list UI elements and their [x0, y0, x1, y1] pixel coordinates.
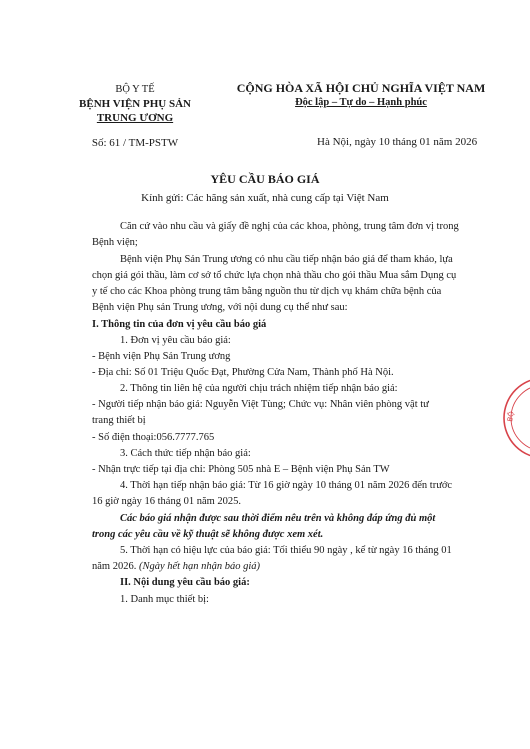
- intro-p2-line4: Bệnh viện Phụ sản Trung ương, với nội dung cụ thể như sau:: [92, 302, 348, 313]
- hospital-name-line1: BỆNH VIỆN PHỤ SẢN: [79, 98, 191, 110]
- document-title: YÊU CẦU BÁO GIÁ: [210, 172, 320, 186]
- section2-heading: II. Nội dung yêu cầu báo giá:: [120, 577, 250, 588]
- section1-line6: trang thiết bị: [92, 415, 146, 426]
- section1-notice-line1: Các báo giá nhận được sau thời điểm nêu trên và không đáp ứng đủ một: [120, 513, 436, 524]
- hospital-name-line2: TRUNG ƯƠNG: [96, 112, 174, 124]
- intro-p1-line1: Căn cứ vào nhu cầu và giấy đề nghị của các khoa, phòng, trung tâm đơn vị trong: [120, 221, 459, 232]
- section1-line2: - Bệnh viện Phụ Sản Trung ương: [92, 351, 231, 362]
- section1-line15-note: (Ngày hết hạn nhận báo giá): [138, 561, 260, 572]
- section1-line14: 5. Thời hạn có hiệu lực của báo giá: Tối thiểu 90 ngày , kể từ ngày 16 tháng 01: [120, 545, 452, 556]
- section1-heading: I. Thông tin của đơn vị yêu cầu báo giá: [92, 319, 267, 330]
- section1-line9: - Nhận trực tiếp tại địa chỉ: Phòng 505 nhà E – Bệnh viện Phụ Sản TW: [92, 464, 390, 475]
- svg-text:BỘ: BỘ: [506, 410, 516, 423]
- section1-line4: 2. Thông tin liên hệ của người chịu trách nhiệm tiếp nhận báo giá:: [120, 383, 398, 394]
- ministry-name: BỘ Y TẾ: [115, 84, 155, 95]
- document-number: Số: 61 / TM-PSTW: [91, 137, 179, 149]
- section1-line15: năm 2026.: [92, 561, 139, 572]
- official-stamp: [500, 374, 530, 462]
- intro-p2-line2: chọn giá gói thầu, làm cơ sở tổ chức lựa chọn nhà thầu cho gói thầu Mua sắm Dụng cụ: [92, 270, 457, 281]
- section1-line11: 16 giờ ngày 16 tháng 01 năm 2025.: [92, 496, 242, 507]
- intro-p2-line1: Bệnh viện Phụ Sản Trung ương có nhu cầu tiếp nhận báo giá để tham khảo, lựa: [120, 254, 453, 265]
- place-and-date: Hà Nội, ngày 10 tháng 01 năm 2026: [317, 136, 478, 148]
- section1-line8: 3. Cách thức tiếp nhận báo giá:: [120, 448, 251, 459]
- section1-line3: - Địa chỉ: Số 01 Triệu Quốc Đạt, Phường Cửa Nam, Thành phố Hà Nội.: [92, 367, 394, 378]
- section1-notice-line2: trong các yêu cầu về kỹ thuật sẽ không được xem xét.: [92, 529, 324, 540]
- intro-p1-line2: Bệnh viện;: [92, 237, 138, 248]
- section1-line1: 1. Đơn vị yêu cầu báo giá:: [120, 335, 231, 346]
- section1-line7: - Số điện thoại:056.7777.765: [92, 432, 215, 443]
- recipient-line: Kính gửi: Các hãng sản xuất, nhà cung cấp tại Việt Nam: [141, 192, 389, 204]
- country-name: CỘNG HÒA XÃ HỘI CHỦ NGHĨA VIỆT NAM: [236, 81, 486, 95]
- section1-line10: 4. Thời hạn tiếp nhận báo giá: Từ 16 giờ ngày 10 tháng 01 năm 2026 đến trước: [120, 480, 453, 491]
- intro-p2-line3: y tế cho các Khoa phòng trung tâm bằng nguồn thu từ dịch vụ khám chữa bệnh của: [92, 286, 442, 297]
- section2-line1: 1. Danh mục thiết bị:: [120, 594, 209, 605]
- national-motto: Độc lập – Tự do – Hạnh phúc: [295, 97, 427, 108]
- section1-line5: - Người tiếp nhận báo giá: Nguyễn Việt Tùng; Chức vụ: Nhân viên phòng vật tư: [92, 399, 429, 410]
